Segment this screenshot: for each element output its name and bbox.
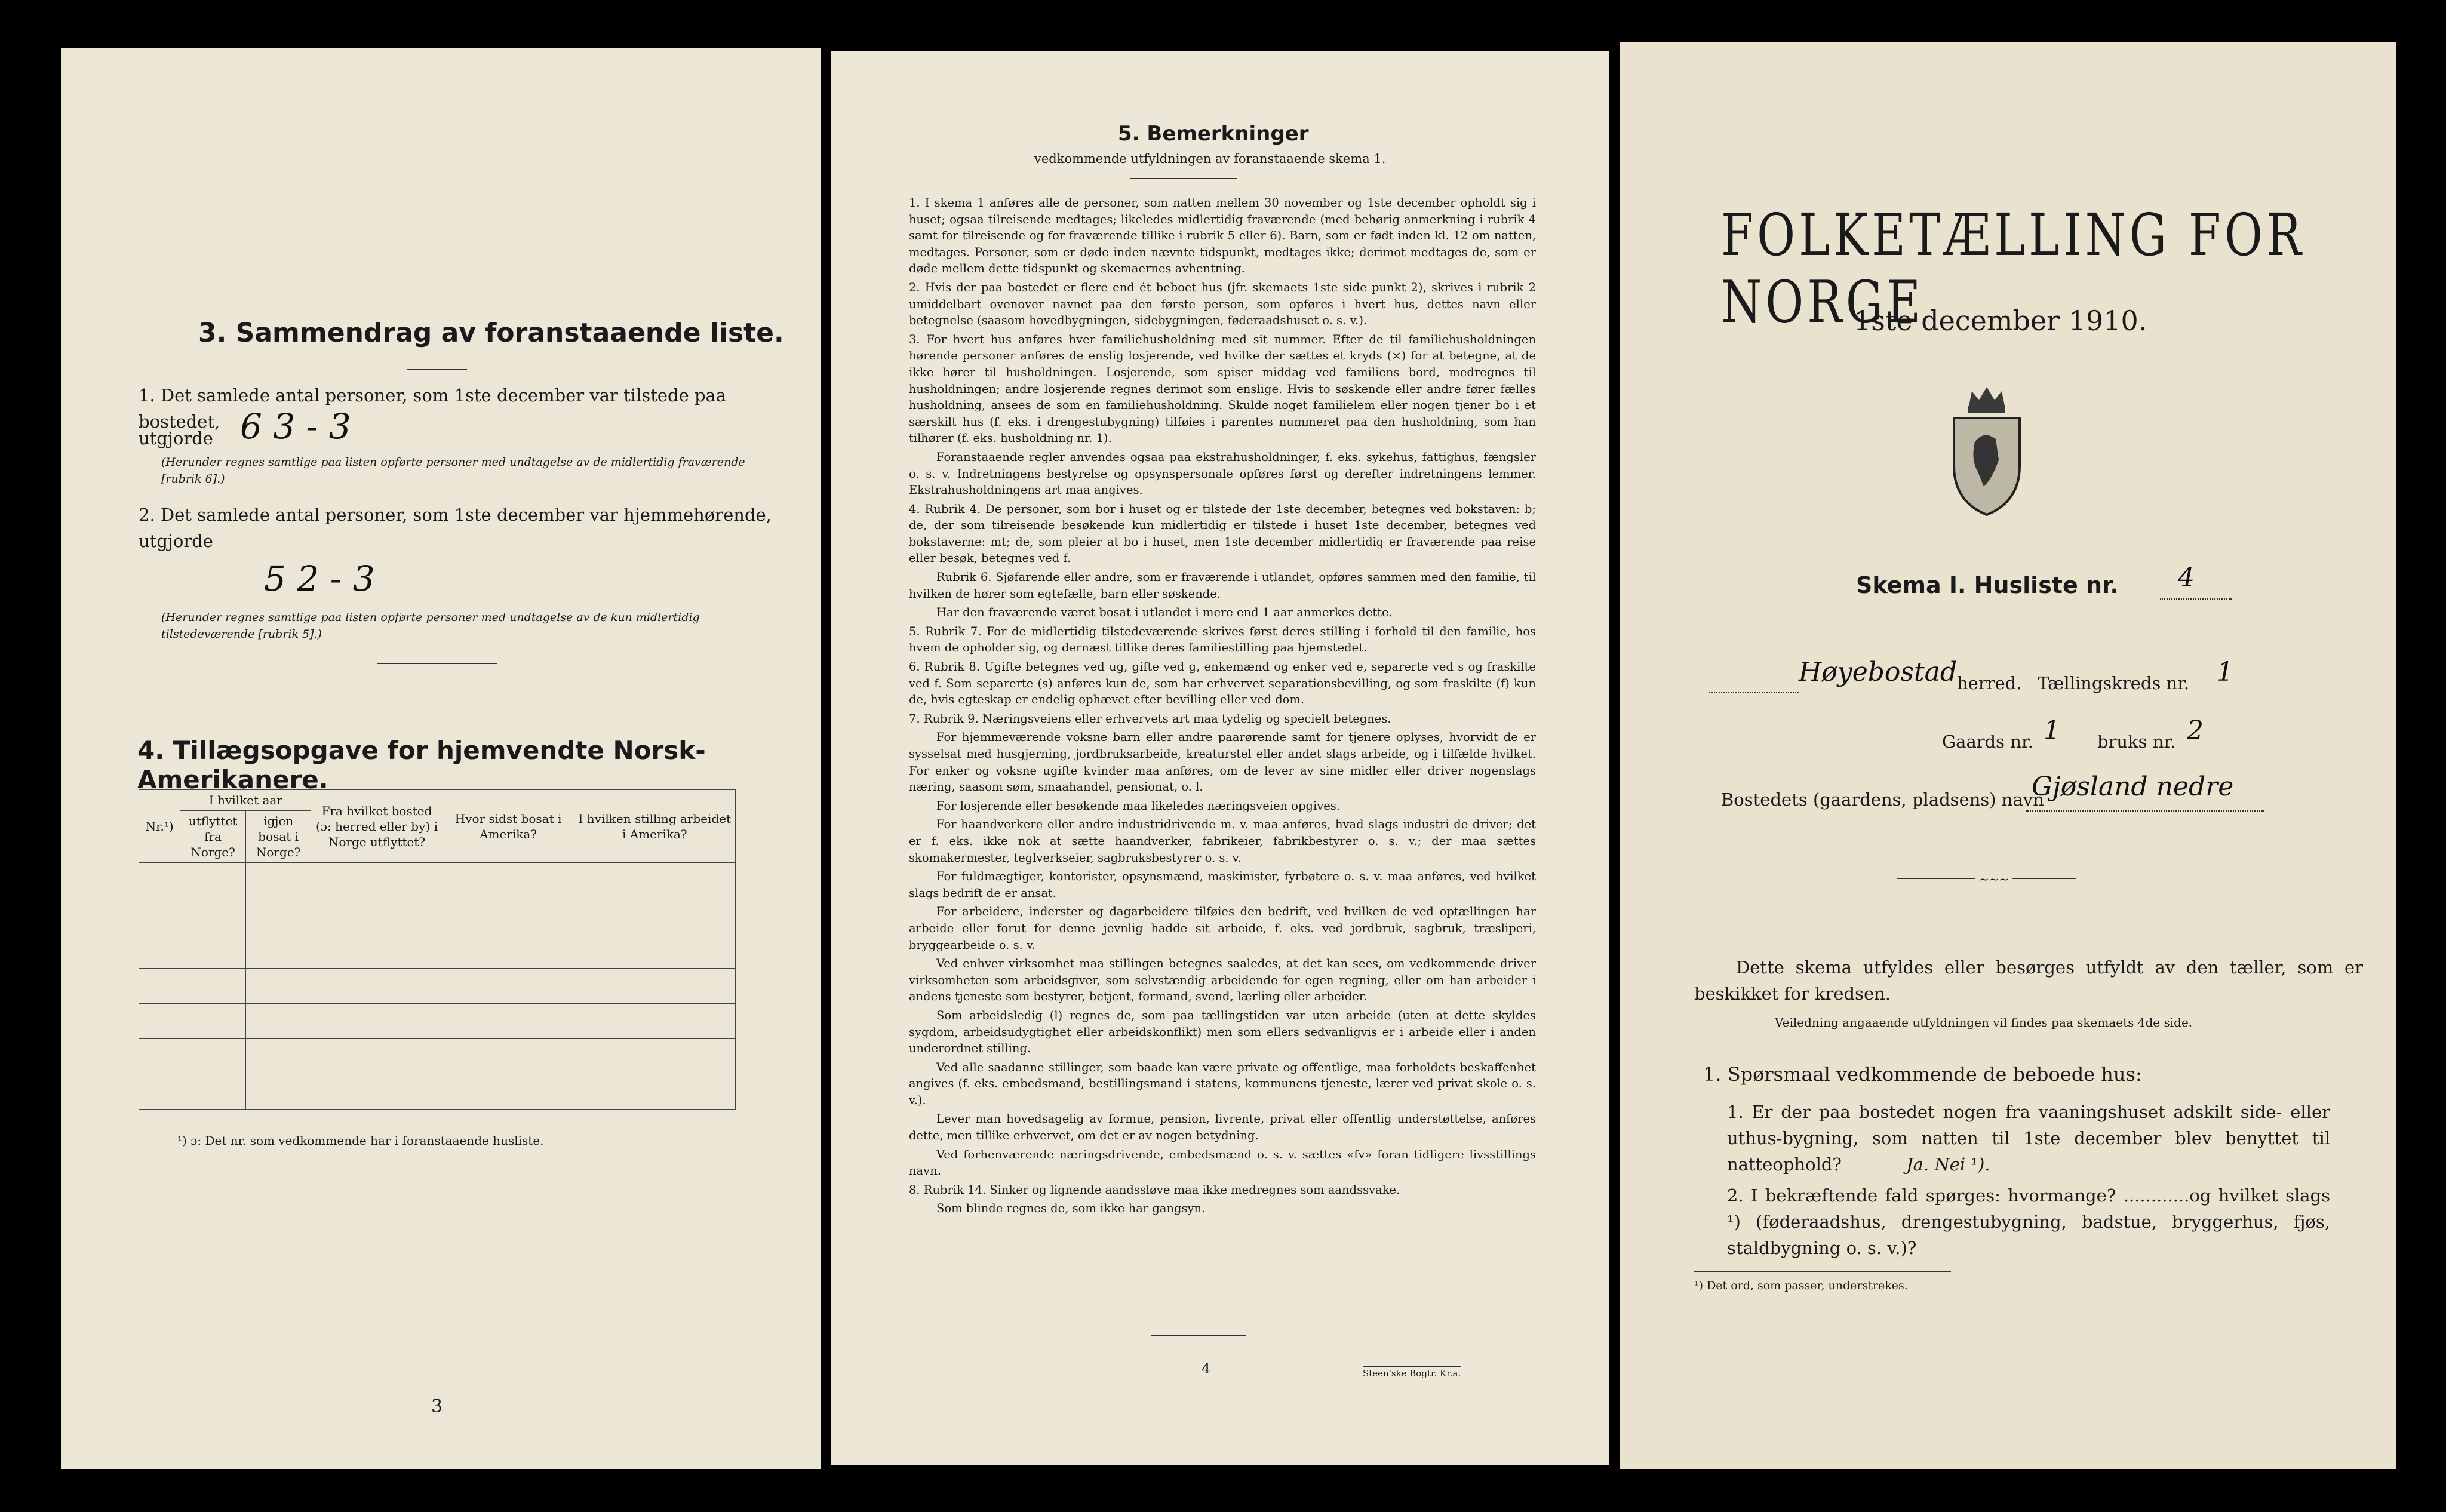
col-from-where: Fra hvilket bosted (ɔ: herred eller by) i Norge utflyttet? — [311, 790, 443, 863]
question-1: 1. Er der paa bostedet nogen fra vaaningshuset adskilt side- eller uthus-bygning, som natten til 1ste december blev benyttet til natteophold? — [1727, 1102, 2330, 1175]
printer-mark: Steen'ske Bogtr. Kr.a. — [1363, 1366, 1461, 1379]
schema-label: Skema I. Husliste nr. — [1856, 572, 2119, 598]
item2-note: (Herunder regnes samtlige paa listen opførte personer med undtagelse av de kun midlertidig tilstedeværende [rubrik 5].) — [161, 611, 700, 641]
remarks-subtitle: vedkommende utfyldningen av foranstaaende skema 1. — [1034, 152, 1386, 166]
remark-7: 7. Rubrik 9. Næringsveiens eller erhvervets art maa tydelig og specielt betegnes. — [909, 711, 1391, 726]
item1-note: (Herunder regnes samtlige paa listen opførte personer med undtagelse av de midlertidig fraværende [rubrik 6].) — [161, 456, 745, 485]
question-2: 2. I bekræftende fald spørges: hvormange? ............og hvilket slags ¹) (føderaadshus, drengestubygning, badstue, bryggerhus, fjøs, staldbygning o. s. v.)? — [1727, 1185, 2330, 1258]
dotted-line — [2026, 809, 2264, 812]
kreds-value: 1 — [2217, 657, 2233, 687]
remark-7e: For fuldmægtiger, kontorister, opsynsmænd, maskinister, fyrbøtere o. s. v. maa anføres, ved hvilket slags bedrift de er ansat. — [909, 869, 1536, 900]
col-last-lived: Hvor sidst bosat i Amerika? — [443, 790, 574, 863]
remark-7f: For arbeidere, inderster og dagarbeidere tilføies den bedrift, ved hvilken de ved optællingen har arbeide eller forut for denne jevnlig hadde sit arbeide, f. eks. ved jordbruk, sagbruk, træsliperi, bryggearbeide o. s. v. — [909, 905, 1536, 952]
col-nr: Nr.¹) — [139, 790, 180, 863]
remark-4c: Har den fraværende været bosat i utlandet i mere end 1 aar anmerkes dette. — [936, 606, 1393, 620]
item1-lead: utgjorde — [139, 428, 213, 448]
remark-4: 4. Rubrik 4. De personer, som bor i huset og er tilstede der 1ste december, betegnes ved bokstaven: b; de, der som tilreisende besøkende kun midlertidig er tilstede i huset 1ste december, betegnes ved bokstaverne: mt; de, som pleier at bo i huset, men 1ste december midlertidig er fraværende paa reise eller besøk, betegnes ved f. — [909, 502, 1536, 566]
remarks-list — [909, 195, 1536, 1219]
question-heading: 1. Spørsmaal vedkommende de beboede hus: — [1703, 1063, 2142, 1086]
col-occupation: I hvilken stilling arbeidet i Amerika? — [574, 790, 735, 863]
question-1-answer: Ja. Nei ¹). — [1906, 1154, 1990, 1175]
herred-value: Høyebostad — [1799, 657, 1958, 687]
table-row — [139, 863, 736, 898]
section3-title: 3. Sammendrag av foranstaaende liste. — [198, 318, 784, 348]
divider — [1130, 178, 1237, 179]
item2-text: 2. Det samlede antal personer, som 1ste december var hjemmehørende, utgjorde — [139, 505, 772, 551]
remark-2: 2. Hvis der paa bostedet er flere end ét beboet hus (jfr. skemaets 1ste side punkt 2), skrives i rubrik 2 umiddelbart ovenover navnet paa den første person, som opføres i hvert hus, dettes navn eller betegnelse (saasom hovedbygningen, sidebygningen, føderaadshuset o. s. v.). — [909, 280, 1536, 328]
remark-7d: For haandverkere eller andre industridrivende m. v. maa anføres, hvad slags industri de driver; det er f. eks. ikke nok at sætte haandverker, fabrikeier, fabrikbestyrer o. s. v.; der maa sættes skomakermester, teglverkseier, sagbruksbestyrer o. s. v. — [909, 818, 1536, 865]
intro-text: Dette skema utfyldes eller besørges utfyldt av den tæller, som er beskikket for kredsen. — [1694, 957, 2363, 1004]
census-date: 1ste december 1910. — [1854, 305, 2147, 337]
remark-8b: Som blinde regnes de, som ikke har gangsyn. — [936, 1201, 1206, 1216]
table-footnote: ¹) ɔ: Det nr. som vedkommende har i foranstaaende husliste. — [177, 1133, 544, 1148]
page-middle — [831, 51, 1609, 1465]
item1-value: 6 3 - 3 — [240, 406, 351, 447]
table-row — [139, 1039, 736, 1074]
remark-7i: Ved alle saadanne stillinger, som baade kan være private og offentlige, maa forholdets beskaffenhet angives (f. eks. embedsmand, bestillingsmand i statens, kommunens tjeneste, lærer ved privat skole o. s. v.). — [909, 1060, 1536, 1107]
dotted-line — [1709, 690, 1799, 693]
bosted-label: Bostedets (gaardens, pladsens) navn — [1721, 789, 2044, 810]
page-left — [61, 48, 821, 1469]
col-emigrated: utflyttet fra Norge? — [180, 811, 246, 863]
divider — [1151, 1335, 1246, 1336]
remark-3b: Foranstaaende regler anvendes ogsaa paa ekstrahusholdninger, f. eks. sykehus, fattighus, fængsler o. s. v. Indretningens bestyrelse og opsynspersonale opføres først og derefter indretningens lemmer. Ekstrahusholdningens art maa angives. — [909, 450, 1536, 497]
divider — [407, 369, 467, 370]
remark-7g: Ved enhver virksomhet maa stillingen betegnes saaledes, at det kan sees, om vedkommende driver virksomheten som arbeidsgiver, som selvstændig arbeidende for egen regning, eller om han arbeider i andens tjeneste som bestyrer, betjent, formand, svend, lærling eller arbeider. — [909, 957, 1536, 1004]
remark-3: 3. For hvert hus anføres hver familiehusholdning med sit nummer. Efter de til familiehusholdningen hørende personer anføres de enslig losjerende, ved hvilke der sættes et kryds (×) for at betegne, at de ikke hører til husholdningen. Losjerende, som spiser middag ved familiens bord, medregnes til husholdningen; andre losjerende regnes derimot som enslige. Hvis to søskende eller andre fører fælles husholdning, ansees de som en familiehusholdning. Skulde noget familielem eller nogen tjener bo i et særskilt hus (f. eks. i drengestubygning) tilføies i parentes nummeret paa den husholdning, som han tilhører (f. eks. husholdning nr. 1). — [909, 332, 1536, 445]
divider — [1694, 1271, 1951, 1272]
remark-7h: Som arbeidsledig (l) regnes de, som paa tællingstiden var uten arbeide (uten at dette skyldes sygdom, arbeidsudygtighet eller arbeidskonflikt) men som ellers sedvanligvis er i arbeide eller i anden underordnet stilling. — [909, 1008, 1536, 1056]
col-year-group: I hvilket aar — [180, 790, 311, 811]
remark-7k: Ved forhenværende næringsdrivende, embedsmænd o. s. v. sættes «fv» foran tidligere livsstillings navn. — [909, 1147, 1536, 1178]
footnote: ¹) Det ord, som passer, understrekes. — [1694, 1279, 1908, 1292]
section4-title: 4. Tillægsopgave for hjemvendte Norsk-Amerikanere. — [137, 736, 706, 794]
remark-7j: Lever man hovedsagelig av formue, pension, livrente, privat eller offentlig understøttelse, anføres dette, men tillike erhvervet, om det er av nogen betydning. — [909, 1112, 1536, 1143]
page-number: 4 — [1202, 1360, 1211, 1377]
guide-text: Veiledning angaaende utfyldningen vil findes paa skemaets 4de side. — [1775, 1015, 2193, 1029]
table-row — [139, 933, 736, 969]
col-returned: igjen bosat i Norge? — [245, 811, 311, 863]
bruks-label: bruks nr. — [2097, 732, 2176, 752]
item2-value: 5 2 - 3 — [264, 558, 375, 599]
bruks-value: 2 — [2187, 715, 2204, 746]
table-row — [139, 1074, 736, 1110]
remark-8: 8. Rubrik 14. Sinker og lignende aandssløve maa ikke medregnes som aandssvake. — [909, 1182, 1400, 1197]
remark-7c: For losjerende eller besøkende maa likeledes næringsveien opgives. — [936, 798, 1340, 813]
page-number: 3 — [431, 1396, 443, 1417]
remark-7b: For hjemmeværende voksne barn eller andre paarørende samt for tjenere oplyses, hvorvidt de er sysselsat med husgjerning, jordbruksarbeide, kreaturstel eller andet slags arbeide, og i tilfælde hvilket. For enker og voksne ugifte kvinder maa anføres, om de lever av sine midler eller driver nogenslags næring, saasom søm, smaahandel, pensionat, o. l. — [909, 730, 1536, 794]
page-right — [1620, 42, 2396, 1469]
ornament: ~~~ — [1975, 872, 2012, 886]
divider — [377, 663, 497, 664]
gaards-value: 1 — [2044, 715, 2060, 746]
item1-text: 1. Det samlede antal personer, som 1ste december var tilstede paa bostedet, — [139, 385, 727, 432]
schema-nr: 4 — [2178, 563, 2195, 593]
table-row — [139, 898, 736, 933]
main-title: FOLKETÆLLING FOR NORGE — [1721, 202, 2305, 336]
gaards-label: Gaards nr. — [1942, 732, 2033, 752]
remarks-title: 5. Bemerkninger — [1118, 122, 1309, 146]
dotted-line — [2160, 597, 2232, 600]
bosted-value: Gjøsland nedre — [2032, 772, 2234, 802]
coat-of-arms-icon — [1942, 382, 2032, 520]
remark-6: 6. Rubrik 8. Ugifte betegnes ved ug, gifte ved g, enkemænd og enker ved e, separerte ved s og fraskilte ved f. Som separerte (s) anføres kun de, som har erhvervet separationsbevilling, og som fraskilte (f) kun de, hvis egteskap er endelig ophævet efter bevilling eller ved dom. — [909, 660, 1536, 707]
table-row — [139, 1004, 736, 1039]
herred-label: herred. — [1957, 673, 2022, 693]
kreds-label: Tællingskreds nr. — [2038, 673, 2190, 693]
norsk-amerikanere-table — [139, 789, 736, 1110]
remark-1: 1. I skema 1 anføres alle de personer, som natten mellem 30 november og 1ste december opholdt sig i huset; ogsaa tilreisende medtages; likeledes midlertidig fraværende (med behørig anmerkning i rubrik 4 samt for tilreisende og for fraværende tillike i rubrik 5 eller 6). Barn, som er født inden kl. 12 om natten, medtages. Personer, som er døde inden nævnte tidspunkt, medtages ikke; derimot medtages de, som er døde mellem dette tidspunkt og skemaernes avhentning. — [909, 196, 1536, 276]
remark-4b: Rubrik 6. Sjøfarende eller andre, som er fraværende i utlandet, opføres sammen med den familie, til hvilken de hører som egtefælle, barn eller søskende. — [909, 570, 1536, 601]
table-row — [139, 969, 736, 1004]
remark-5: 5. Rubrik 7. For de midlertidig tilstedeværende skrives først deres stilling i forhold til den familie, hos hvem de opholder sig, og dernæst tillike deres familiestilling paa hjemstedet. — [909, 624, 1536, 655]
